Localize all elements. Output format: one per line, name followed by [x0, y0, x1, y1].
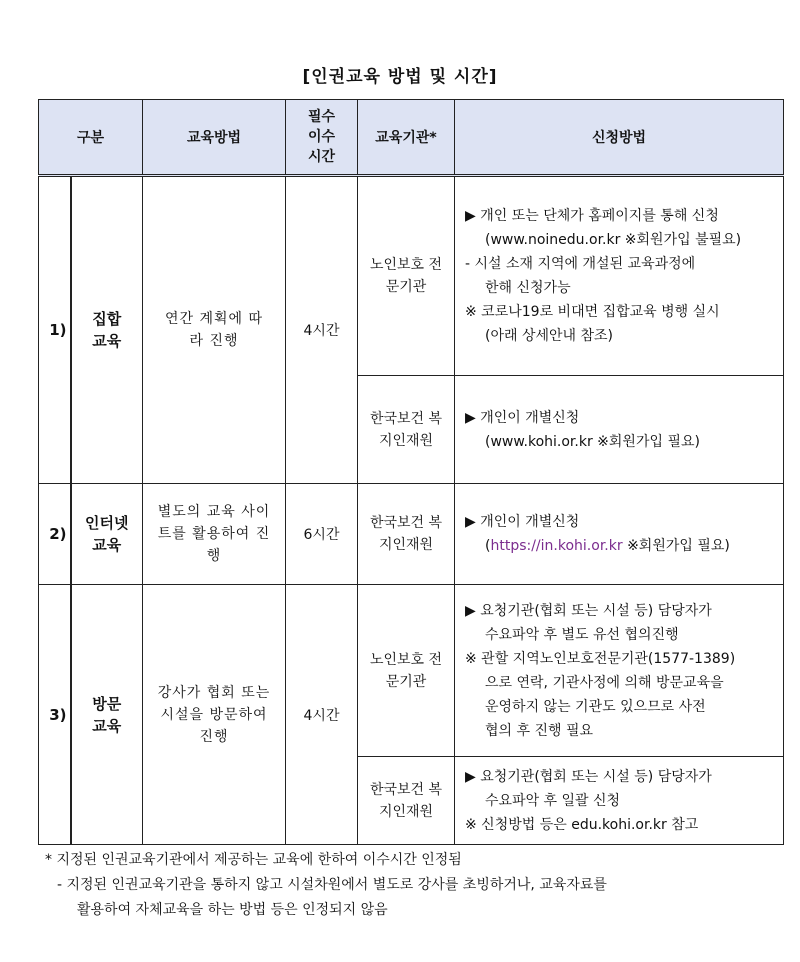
kohi-link[interactable]: https://in.kohi.or.kr — [490, 538, 623, 554]
app-line: ※ 관할 지역노인보호전문기관(1577-1389) — [465, 650, 736, 667]
app-line: 으로 연락, 기관사정에 의해 방문교육을 — [485, 674, 724, 691]
row-institution — [358, 376, 455, 484]
row-number: 2) — [39, 484, 71, 585]
table-row — [39, 585, 784, 757]
row-hours: 6시간 — [286, 484, 358, 585]
footnote: - 지정된 인권교육기관을 통하지 않고 시설차원에서 별도로 강사를 초빙하거나, 교육자료를 — [57, 877, 607, 893]
app-line: (아래 상세안내 참조) — [485, 328, 614, 344]
row-category — [71, 176, 143, 484]
app-line: ※ 코로나19로 비대면 집합교육 병행 실시 — [465, 304, 720, 320]
row-institution-text: 한국보건 복지인재원 — [369, 781, 443, 820]
row-category — [71, 585, 143, 845]
row-institution — [358, 757, 455, 845]
app-line: ※ 신청방법 등은 edu.kohi.or.kr 참고 — [465, 816, 699, 833]
app-line: 수요파악 후 일괄 신청 — [485, 792, 621, 809]
row-application — [455, 176, 784, 376]
app-line: - 시설 소재 지역에 개설된 교육과정에 — [465, 256, 696, 272]
app-line: 운영하지 않는 기관도 있으므로 사전 — [485, 698, 706, 715]
row-method-text: 별도의 교육 사이트를 활용하여 진행 — [157, 504, 271, 564]
row-institution — [358, 176, 455, 376]
row-institution-text: 한국보건 복지인재원 — [369, 515, 443, 553]
app-line: ▶ 요청기관(협회 또는 시설 등) 담당자가 — [465, 602, 712, 619]
header-application: 신청방법 — [455, 100, 784, 176]
page-title: [인권교육 방법 및 시간] — [302, 67, 498, 87]
app-line: 한해 신청가능 — [485, 280, 571, 296]
row-institution-text: 한국보건 복지인재원 — [369, 410, 443, 449]
row-method — [143, 585, 286, 845]
row-method — [143, 484, 286, 585]
row-method-text: 강사가 협회 또는 시설을 방문하여 진행 — [157, 684, 271, 745]
row-institution-text: 노인보호 전문기관 — [369, 257, 443, 295]
app-line: ▶ 개인이 개별신청 — [465, 409, 580, 426]
table-header-row — [39, 100, 784, 176]
header-hours-text: 필수이수시간 — [307, 109, 336, 165]
table-row — [39, 176, 784, 376]
app-note: ※회원가입 필요) — [627, 538, 730, 554]
education-table — [38, 99, 784, 845]
footnote: 활용하여 자체교육을 하는 방법 등은 인정되지 않음 — [77, 902, 388, 918]
row-category-text: 집합교육 — [92, 310, 122, 350]
header-method: 교육방법 — [143, 100, 286, 176]
app-line: (www.noinedu.or.kr ※회원가입 불필요) — [485, 232, 742, 248]
header-category: 구분 — [39, 100, 143, 176]
header-hours — [286, 100, 358, 176]
app-line: 수요파악 후 별도 유선 협의진행 — [485, 626, 679, 643]
row-application — [455, 585, 784, 757]
row-hours: 4시간 — [286, 585, 358, 845]
row-application — [455, 376, 784, 484]
app-line: ▶ 개인이 개별신청 — [465, 514, 580, 530]
table-row — [39, 484, 784, 585]
row-application — [455, 757, 784, 845]
row-number: 1) — [39, 176, 71, 484]
row-category — [71, 484, 143, 585]
row-category-text: 방문교육 — [92, 694, 122, 735]
row-category-text: 인터넷교육 — [85, 514, 129, 554]
row-institution-text: 노인보호 전문기관 — [369, 651, 443, 690]
app-line: (https://in.kohi.or.kr ※회원가입 필요) — [485, 538, 730, 554]
row-institution — [358, 585, 455, 757]
header-institution: 교육기관* — [358, 100, 455, 176]
app-line: 협의 후 진행 필요 — [485, 722, 594, 739]
footnotes — [45, 848, 785, 923]
footnote: * 지정된 인권교육기관에서 제공하는 교육에 한하여 이수시간 인정됨 — [45, 852, 462, 868]
row-method-text: 연간 계획에 따라 진행 — [164, 311, 264, 349]
row-institution — [358, 484, 455, 585]
row-method — [143, 176, 286, 484]
row-number: 3) — [39, 585, 71, 845]
row-application — [455, 484, 784, 585]
app-line: (www.kohi.or.kr ※회원가입 필요) — [485, 433, 700, 450]
app-line: ▶ 개인 또는 단체가 홈페이지를 통해 신청 — [465, 208, 719, 224]
app-line: ▶ 요청기관(협회 또는 시설 등) 담당자가 — [465, 768, 712, 785]
row-hours: 4시간 — [286, 176, 358, 484]
